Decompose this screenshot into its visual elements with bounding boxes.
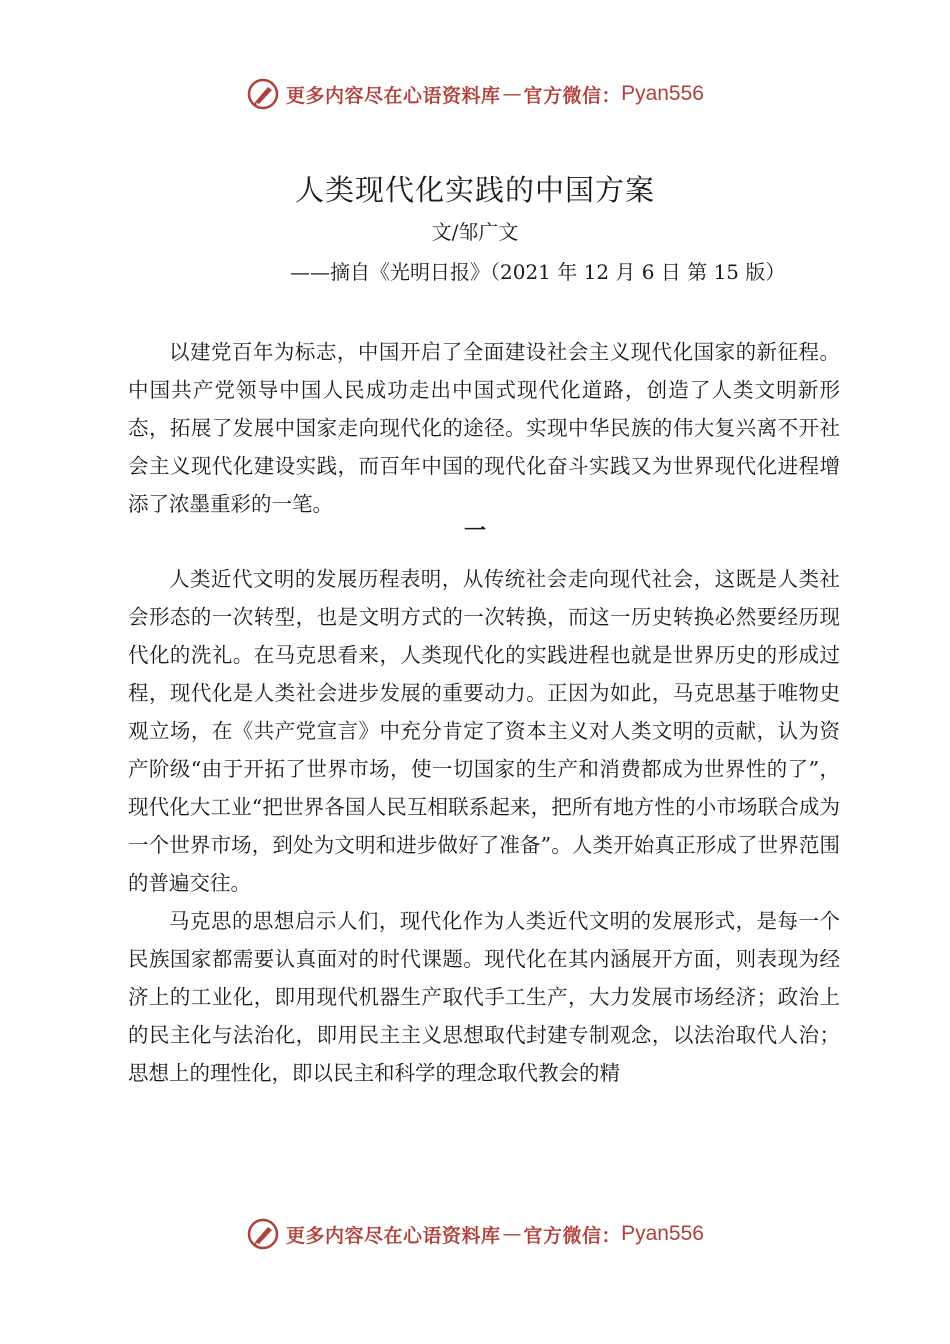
- article-title: 人类现代化实践的中国方案: [294, 173, 655, 207]
- pen-logo-icon: [246, 1217, 280, 1251]
- article-source: ——摘自《光明日报》（2021 年 12 月 6 日 第 15 版）: [290, 260, 786, 284]
- intro-block: [128, 333, 840, 523]
- banner-wechat-id: Pyan556: [621, 82, 704, 105]
- footer-banner: [0, 1214, 950, 1254]
- section-body: [128, 560, 840, 1092]
- header-banner: [0, 74, 950, 114]
- section-number: 一: [463, 518, 486, 544]
- banner-text: 更多内容尽在心语资料库: [286, 1224, 501, 1247]
- article-author: 文/邹广文: [431, 220, 519, 244]
- banner-wechat-label: 官方微信：: [523, 1224, 622, 1247]
- banner-wechat-label: 官方微信：: [523, 84, 622, 107]
- banner-wechat-id: Pyan556: [621, 1222, 704, 1245]
- pen-logo-icon: [246, 77, 280, 111]
- body-paragraph-2: 马克思的思想启示人们，现代化作为人类近代文明的发展形式，是每一个民族国家都需要认真面对的时代课题。现代化在其内涵展开方面，则表现为经济上的工业化，即用现代机器生产取代手工生产，大力发展市场经济；政治上的民主化与法治化，即用民主主义思想取代封建专制观念，以法治取代人治；思想上的理性化，即以民主和科学的理念取代教会的精: [128, 909, 840, 1085]
- body-paragraph-1: 人类近代文明的发展历程表明，从传统社会走向现代社会，这既是人类社会形态的一次转型，也是文明方式的一次转换，而这一历史转换必然要经历现代化的洗礼。在马克思看来，人类现代化的实践进程也就是世界历史的形成过程，现代化是人类社会进步发展的重要动力。正因为如此，马克思基于唯物史观立场，在《共产党宣言》中充分肯定了资本主义对人类文明的贡献，认为资产阶级“由于开拓了世界市场，使一切国家的生产和消费都成为世界性的了”，现代化大工业“把世界各国人民互相联系起来，把所有地方性的小市场联合成为一个世界市场，到处为文明和进步做好了准备”。人类开始真正形成了世界范围的普遍交往。: [128, 567, 840, 895]
- banner-text: 更多内容尽在心语资料库: [286, 84, 501, 107]
- banner-separator: —: [502, 83, 522, 105]
- intro-paragraph: 以建党百年为标志，中国开启了全面建设社会主义现代化国家的新征程。中国共产党领导中国人民成功走出中国式现代化道路，创造了人类文明新形态，拓展了发展中国家走向现代化的途径。实现中华民族的伟大复兴离不开社会主义现代化建设实践，而百年中国的现代化奋斗实践又为世界现代化进程增添了浓墨重彩的一笔。: [128, 340, 840, 516]
- banner-separator: —: [502, 1223, 522, 1245]
